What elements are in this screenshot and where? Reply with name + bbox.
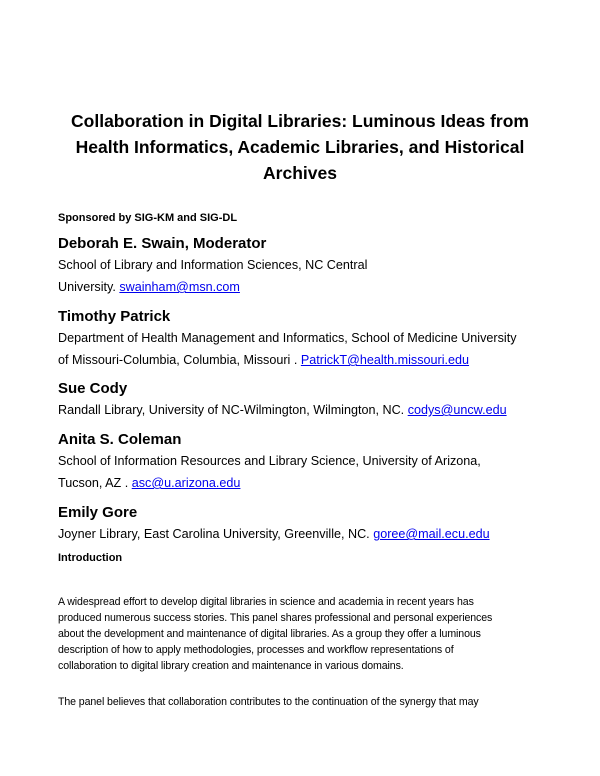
title-line: Health Informatics, Academic Libraries, and Historical [75,137,525,157]
affiliation-text: of Missouri-Columbia, Columbia, Missouri . [58,353,301,367]
email-link[interactable]: goree@mail.ecu.edu [373,527,490,541]
author-affiliation [58,327,558,371]
paragraph [58,594,548,674]
affiliation-line [58,523,558,545]
author-affiliation [58,399,558,421]
author-name: Deborah E. Swain, Moderator [58,235,267,252]
affiliation-line [58,276,558,298]
affiliation-line: School of Library and Information Sciences, NC Central [58,258,368,272]
paragraph-line: description of how to apply methodologies, processes and workflow representations of [58,644,454,656]
sponsor-line: Sponsored by SIG-KM and SIG-DL [58,212,238,224]
author-name: Timothy Patrick [58,308,171,325]
affiliation-line: School of Information Resources and Library Science, University of Arizona, [58,454,481,468]
email-link[interactable]: PatrickT@health.missouri.edu [300,353,470,367]
affiliation-text: University. [58,280,120,294]
author-name: Emily Gore [58,504,138,521]
title-line: Archives [263,163,337,183]
author-block-patrick [58,308,558,371]
email-link[interactable]: swainham@msn.com [119,280,240,294]
affiliation-line [58,472,558,494]
author-block-coleman [58,431,558,494]
author-block-cody [58,380,558,421]
affiliation-line: Department of Health Management and Informatics, School of Medicine University [58,331,517,345]
paragraph [58,694,548,710]
affiliation-line [58,349,558,371]
paragraph-line: collaboration to digital library creation and maintenance in various domains. [58,660,404,672]
author-name: Sue Cody [58,380,128,397]
author-affiliation [58,523,558,545]
paragraph-line: about the development and maintenance of digital libraries. As a group they offer a luminous [58,628,481,640]
email-link[interactable]: asc@u.arizona.edu [131,476,241,490]
section-heading-introduction: Introduction [58,552,123,564]
affiliation-text: Randall Library, University of NC-Wilmington, Wilmington, NC. [58,403,408,417]
author-affiliation [58,254,558,298]
paragraph-line: The panel believes that collaboration contributes to the continuation of the synergy that may [58,696,479,708]
affiliation-line [58,399,558,421]
paragraph-line: produced numerous success stories. This panel shares professional and personal experiences [58,612,493,624]
author-affiliation [58,450,558,494]
author-block-swain [58,235,558,298]
email-link[interactable]: codys@uncw.edu [407,403,507,417]
affiliation-text: Tucson, AZ . [58,476,132,490]
paragraph-line: A widespread effort to develop digital libraries in science and academia in recent years has [58,596,474,608]
author-name: Anita S. Coleman [58,431,182,448]
affiliation-text: Joyner Library, East Carolina University, Greenville, NC. [58,527,374,541]
author-block-gore [58,504,558,545]
title-line: Collaboration in Digital Libraries: Luminous Ideas from [71,111,529,131]
paper-title [40,108,560,186]
